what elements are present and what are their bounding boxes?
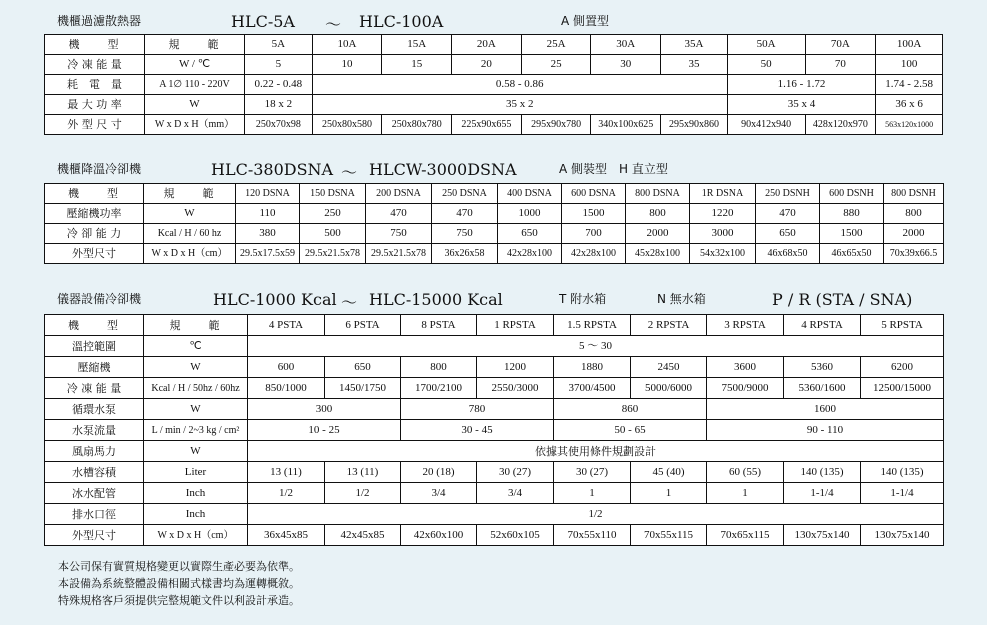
header-cell: 25A xyxy=(521,35,591,55)
table-cell: 7500/9000 xyxy=(707,378,784,399)
section1-power-row xyxy=(45,75,943,95)
table-cell: 650 xyxy=(498,224,562,244)
section3-note-tank: T 附水箱 xyxy=(559,292,607,306)
header-cell: 250 DSNA xyxy=(432,184,498,204)
section2-range-to: HLCW-3000DSNA xyxy=(369,160,517,179)
row-label: 冷 凍 能 量 xyxy=(45,378,144,399)
table-cell: 50 xyxy=(727,55,805,75)
section2-compressor-row xyxy=(45,204,944,224)
header-cell: 50A xyxy=(727,35,805,55)
row-label: 溫控範圍 xyxy=(45,336,144,357)
section3-title xyxy=(57,290,937,312)
header-cell: 4 RPSTA xyxy=(784,315,861,336)
section3-pump-row xyxy=(45,399,944,420)
table-cell: 1500 xyxy=(562,204,626,224)
header-cell: 600 DSNA xyxy=(562,184,626,204)
row-label: 壓縮機 xyxy=(45,357,144,378)
row-spec: Kcal / H / 50hz / 60hz xyxy=(144,378,248,399)
table-cell: 2450 xyxy=(631,357,707,378)
table-cell: 650 xyxy=(756,224,820,244)
table-cell: 1-1/4 xyxy=(861,483,944,504)
table-cell: 29.5x17.5x59 xyxy=(236,244,300,264)
table-cell: 3/4 xyxy=(477,483,554,504)
table-cell: 30 xyxy=(591,55,661,75)
table-cell: 35 x 4 xyxy=(727,95,875,115)
table-cell: 250x80x780 xyxy=(382,115,452,135)
section1-cooling-row xyxy=(45,55,943,75)
section1-header-row xyxy=(45,35,943,55)
header-cell: 1.5 RPSTA xyxy=(554,315,631,336)
section3-tank-row xyxy=(45,462,944,483)
table-cell: 5360 xyxy=(784,357,861,378)
header-cell: 8 PSTA xyxy=(401,315,477,336)
table-cell: 10 xyxy=(312,55,382,75)
table-cell: 25 xyxy=(521,55,591,75)
table-cell: 800 xyxy=(884,204,944,224)
section3-fan-row xyxy=(45,441,944,462)
table-cell: 470 xyxy=(366,204,432,224)
table-cell: 54x32x100 xyxy=(690,244,756,264)
table-cell: 15 xyxy=(382,55,452,75)
table-cell: 35 x 2 xyxy=(312,95,727,115)
table-cell: 880 xyxy=(820,204,884,224)
header-cell: 10A xyxy=(312,35,382,55)
table-cell: 780 xyxy=(401,399,554,420)
table-cell: 12500/15000 xyxy=(861,378,944,399)
header-cell: 規 範 xyxy=(144,315,248,336)
row-label: 水槽容積 xyxy=(45,462,144,483)
table-cell: 100 xyxy=(876,55,943,75)
table-cell: 90x412x940 xyxy=(727,115,805,135)
table-cell: 1600 xyxy=(707,399,944,420)
row-spec: W xyxy=(144,399,248,420)
row-label: 水泵流量 xyxy=(45,420,144,441)
table-cell: 1200 xyxy=(477,357,554,378)
header-cell: 70A xyxy=(805,35,876,55)
row-spec: Inch xyxy=(144,504,248,525)
table-cell: 35 xyxy=(661,55,728,75)
table-cell: 13 (11) xyxy=(325,462,401,483)
table-cell: 2550/3000 xyxy=(477,378,554,399)
section3-tilde: ～ xyxy=(341,293,358,312)
row-label: 外 型 尺 寸 xyxy=(45,115,145,135)
table-cell: 3600 xyxy=(707,357,784,378)
header-cell: 機 型 xyxy=(45,184,144,204)
table-cell: 140 (135) xyxy=(861,462,944,483)
row-spec: W x D x H（cm） xyxy=(144,244,236,264)
table-cell: 30 - 45 xyxy=(401,420,554,441)
header-cell: 35A xyxy=(661,35,728,55)
table-cell: 130x75x140 xyxy=(861,525,944,546)
table-cell: 1 xyxy=(631,483,707,504)
header-cell: 120 DSNA xyxy=(236,184,300,204)
header-cell: 250 DSNH xyxy=(756,184,820,204)
table-cell: 13 (11) xyxy=(248,462,325,483)
table-cell: 30 (27) xyxy=(554,462,631,483)
table-cell: 42x28x100 xyxy=(498,244,562,264)
header-cell: 3 RPSTA xyxy=(707,315,784,336)
header-cell: 機 型 xyxy=(45,315,144,336)
section3-cooling-row xyxy=(45,378,944,399)
header-cell: 5A xyxy=(245,35,313,55)
section2-table xyxy=(44,183,944,264)
section1-tilde: ～ xyxy=(325,15,342,34)
section2-title-cn: 機櫃降溫冷卻機 xyxy=(57,162,142,176)
table-cell: 18 x 2 xyxy=(245,95,313,115)
table-cell: 36 x 6 xyxy=(876,95,943,115)
header-cell: 5 RPSTA xyxy=(861,315,944,336)
row-spec: W / ℃ xyxy=(145,55,245,75)
table-cell: 1000 xyxy=(498,204,562,224)
section3-temp-row xyxy=(45,336,944,357)
table-cell: 20 xyxy=(452,55,522,75)
header-cell: 150 DSNA xyxy=(300,184,366,204)
section1-title xyxy=(57,12,677,34)
table-cell: 30 (27) xyxy=(477,462,554,483)
table-cell: 5 ～ 30 xyxy=(248,336,944,357)
row-spec: L / min / 2~3 kg / cm² xyxy=(144,420,248,441)
row-spec: Kcal / H / 60 hz xyxy=(144,224,236,244)
table-cell: 130x75x140 xyxy=(784,525,861,546)
header-cell: 1R DSNA xyxy=(690,184,756,204)
section2-tilde: ～ xyxy=(341,163,358,182)
table-cell: 29.5x21.5x78 xyxy=(366,244,432,264)
row-label: 風扇馬力 xyxy=(45,441,144,462)
table-cell: 1220 xyxy=(690,204,756,224)
table-cell: 300 xyxy=(248,399,401,420)
table-cell: 36x45x85 xyxy=(248,525,325,546)
section1-range-to: HLC-100A xyxy=(359,12,444,31)
header-cell: 400 DSNA xyxy=(498,184,562,204)
table-cell: 90 - 110 xyxy=(707,420,944,441)
row-label: 耗 電 量 xyxy=(45,75,145,95)
section3-size-row xyxy=(45,525,944,546)
table-cell: 70x55x115 xyxy=(631,525,707,546)
table-cell: 1450/1750 xyxy=(325,378,401,399)
table-cell: 70x55x110 xyxy=(554,525,631,546)
table-cell: 800 xyxy=(401,357,477,378)
table-cell: 45x28x100 xyxy=(626,244,690,264)
header-cell: 規 範 xyxy=(144,184,236,204)
table-cell: 700 xyxy=(562,224,626,244)
row-label: 排水口徑 xyxy=(45,504,144,525)
table-cell: 500 xyxy=(300,224,366,244)
row-spec: W x D x H（mm） xyxy=(145,115,245,135)
table-cell: 6200 xyxy=(861,357,944,378)
table-cell: 依據其使用條件規劃設計 xyxy=(248,441,944,462)
table-cell: 20 (18) xyxy=(401,462,477,483)
section2-header-row xyxy=(45,184,944,204)
row-label: 外型尺寸 xyxy=(45,525,144,546)
table-cell: 340x100x625 xyxy=(591,115,661,135)
footnote: 本公司保有實質規格變更以實際生產必要為依準。 xyxy=(58,560,300,573)
section1-range-from: HLC-5A xyxy=(231,12,295,31)
table-cell: 860 xyxy=(554,399,707,420)
table-cell: 0.58 - 0.86 xyxy=(312,75,727,95)
table-cell: 46x68x50 xyxy=(756,244,820,264)
row-spec: ℃ xyxy=(144,336,248,357)
section1-fan-row xyxy=(45,95,943,115)
row-spec: W xyxy=(145,95,245,115)
header-cell: 20A xyxy=(452,35,522,55)
table-cell: 428x120x970 xyxy=(805,115,876,135)
table-cell: 470 xyxy=(432,204,498,224)
table-cell: 563x120x1000 xyxy=(876,115,943,135)
table-cell: 1/2 xyxy=(248,483,325,504)
row-label: 冷 卻 能 力 xyxy=(45,224,144,244)
header-cell: 2 RPSTA xyxy=(631,315,707,336)
table-cell: 45 (40) xyxy=(631,462,707,483)
table-cell: 250x80x580 xyxy=(312,115,382,135)
footnote: 本設備為系統整體設備相關式樣書均為運轉概敘。 xyxy=(58,577,300,590)
table-cell: 1.74 - 2.58 xyxy=(876,75,943,95)
table-cell: 1 xyxy=(707,483,784,504)
section3-range-to: HLC-15000 Kcal xyxy=(369,290,503,309)
table-cell: 50 - 65 xyxy=(554,420,707,441)
row-spec: W xyxy=(144,204,236,224)
table-cell: 42x28x100 xyxy=(562,244,626,264)
table-cell: 52x60x105 xyxy=(477,525,554,546)
row-label: 外型尺寸 xyxy=(45,244,144,264)
header-cell: 規 範 xyxy=(145,35,245,55)
table-cell: 600 xyxy=(248,357,325,378)
table-cell: 750 xyxy=(366,224,432,244)
section3-flow-row xyxy=(45,420,944,441)
section2-size-row xyxy=(45,244,944,264)
table-cell: 1/2 xyxy=(325,483,401,504)
table-cell: 250x70x98 xyxy=(245,115,313,135)
table-cell: 5000/6000 xyxy=(631,378,707,399)
section2-capacity-row xyxy=(45,224,944,244)
table-cell: 250 xyxy=(300,204,366,224)
table-cell: 1.16 - 1.72 xyxy=(727,75,875,95)
table-cell: 2000 xyxy=(626,224,690,244)
row-spec: W x D x H（cm） xyxy=(144,525,248,546)
table-cell: 42x60x100 xyxy=(401,525,477,546)
header-cell: 100A xyxy=(876,35,943,55)
table-cell: 1 xyxy=(554,483,631,504)
table-cell: 1700/2100 xyxy=(401,378,477,399)
row-spec: W xyxy=(144,357,248,378)
header-cell: 30A xyxy=(591,35,661,55)
row-label: 冷 凍 能 量 xyxy=(45,55,145,75)
table-cell: 5 xyxy=(245,55,313,75)
footnote: 特殊規格客戶須提供完整規範文件以利設計承造。 xyxy=(58,594,300,607)
table-cell: 70x39x66.5 xyxy=(884,244,944,264)
header-cell: 200 DSNA xyxy=(366,184,432,204)
row-label: 壓縮機功率 xyxy=(45,204,144,224)
table-cell: 800 xyxy=(626,204,690,224)
table-cell: 1/2 xyxy=(248,504,944,525)
table-cell: 650 xyxy=(325,357,401,378)
section2-type-note: A 側裝型 H 直立型 xyxy=(559,162,668,176)
section2-title xyxy=(57,160,777,182)
section3-range-from: HLC-1000 Kcal xyxy=(213,290,337,309)
section3-note-notank: N 無水箱 xyxy=(657,292,706,306)
section2-range-from: HLC-380DSNA xyxy=(211,160,334,179)
table-cell: 380 xyxy=(236,224,300,244)
row-spec: Inch xyxy=(144,483,248,504)
section3-title-cn: 儀器設備冷卻機 xyxy=(57,292,142,306)
table-cell: 850/1000 xyxy=(248,378,325,399)
table-cell: 750 xyxy=(432,224,498,244)
table-cell: 70x65x115 xyxy=(707,525,784,546)
section3-table xyxy=(44,314,944,546)
table-cell: 110 xyxy=(236,204,300,224)
section1-type-note: A 側置型 xyxy=(561,14,610,28)
header-cell: 1 RPSTA xyxy=(477,315,554,336)
section3-pipe-row xyxy=(45,483,944,504)
header-cell: 機 型 xyxy=(45,35,145,55)
table-cell: 46x65x50 xyxy=(820,244,884,264)
table-cell: 29.5x21.5x78 xyxy=(300,244,366,264)
row-label: 循環水泵 xyxy=(45,399,144,420)
row-label: 冰水配管 xyxy=(45,483,144,504)
table-cell: 36x26x58 xyxy=(432,244,498,264)
table-cell: 1880 xyxy=(554,357,631,378)
header-cell: 600 DSNH xyxy=(820,184,884,204)
header-cell: 800 DSNA xyxy=(626,184,690,204)
table-cell: 3/4 xyxy=(401,483,477,504)
row-spec: A 1∅ 110 - 220V xyxy=(145,75,245,95)
table-cell: 2000 xyxy=(884,224,944,244)
section3-note-pr: P / R (STA / SNA) xyxy=(772,290,913,309)
section1-title-cn: 機櫃過濾散熱器 xyxy=(57,14,142,28)
table-cell: 42x45x85 xyxy=(325,525,401,546)
table-cell: 0.22 - 0.48 xyxy=(245,75,313,95)
footnotes xyxy=(58,558,300,609)
table-cell: 140 (135) xyxy=(784,462,861,483)
header-cell: 6 PSTA xyxy=(325,315,401,336)
table-cell: 60 (55) xyxy=(707,462,784,483)
header-cell: 800 DSNH xyxy=(884,184,944,204)
table-cell: 295x90x860 xyxy=(661,115,728,135)
header-cell: 15A xyxy=(382,35,452,55)
table-cell: 295x90x780 xyxy=(521,115,591,135)
section3-drain-row xyxy=(45,504,944,525)
header-cell: 4 PSTA xyxy=(248,315,325,336)
table-cell: 1500 xyxy=(820,224,884,244)
section3-compressor-row xyxy=(45,357,944,378)
table-cell: 1-1/4 xyxy=(784,483,861,504)
row-spec: Liter xyxy=(144,462,248,483)
table-cell: 225x90x655 xyxy=(452,115,522,135)
table-cell: 3700/4500 xyxy=(554,378,631,399)
table-cell: 5360/1600 xyxy=(784,378,861,399)
section3-header-row xyxy=(45,315,944,336)
table-cell: 470 xyxy=(756,204,820,224)
section1-table xyxy=(44,34,943,135)
section1-size-row xyxy=(45,115,943,135)
table-cell: 70 xyxy=(805,55,876,75)
row-label: 最 大 功 率 xyxy=(45,95,145,115)
row-spec: W xyxy=(144,441,248,462)
table-cell: 10 - 25 xyxy=(248,420,401,441)
table-cell: 3000 xyxy=(690,224,756,244)
